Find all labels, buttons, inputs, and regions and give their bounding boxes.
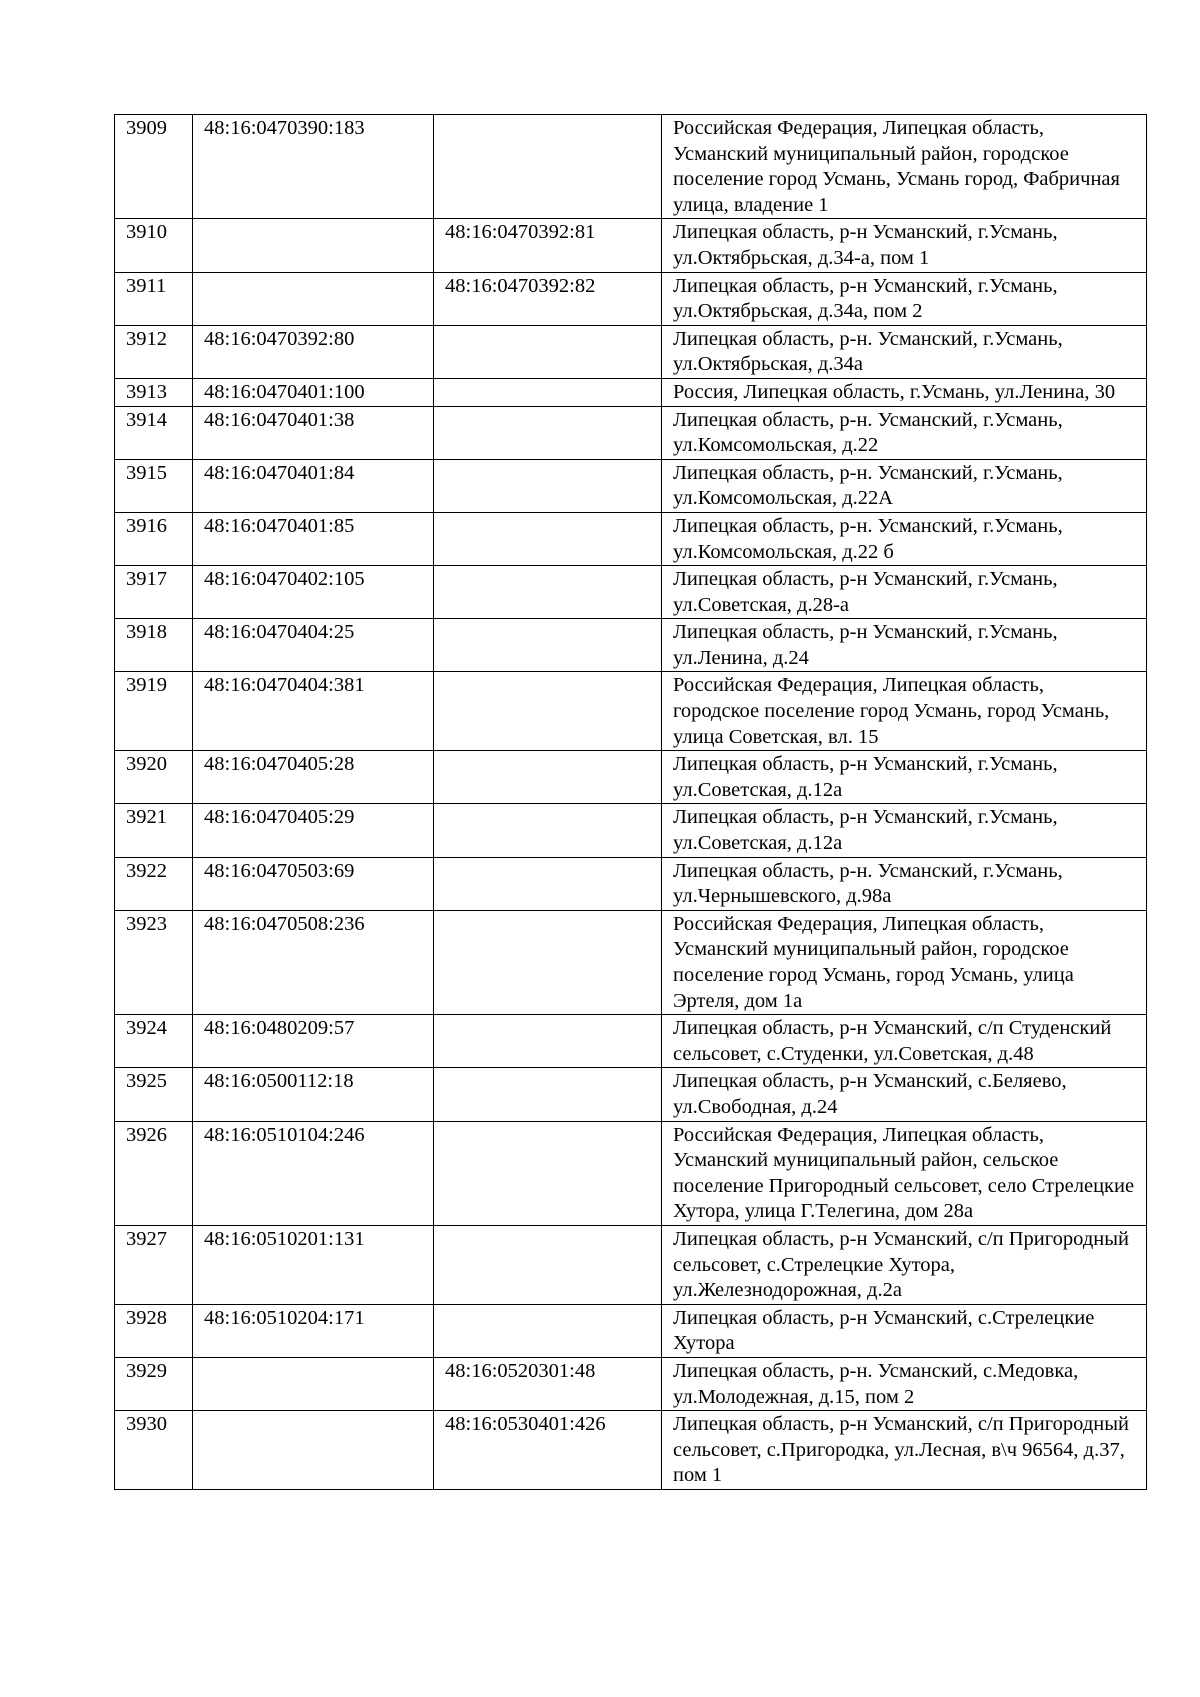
cadastral-number-land-cell: 48:16:0470402:105 [193, 566, 434, 619]
cadastral-number-premises-cell [434, 857, 662, 910]
cadastral-number-premises-cell [434, 325, 662, 378]
row-number-cell: 3912 [115, 325, 193, 378]
cadastral-number-land-cell: 48:16:0470503:69 [193, 857, 434, 910]
table-row [115, 1411, 1147, 1490]
row-number-cell: 3930 [115, 1411, 193, 1490]
table-row [115, 751, 1147, 804]
address-cell: Россия, Липецкая область, г.Усмань, ул.Ленина, 30 [662, 378, 1147, 406]
row-number-cell: 3918 [115, 619, 193, 672]
cadastral-number-land-cell: 48:16:0470404:25 [193, 619, 434, 672]
cadastral-number-land-cell: 48:16:0470401:84 [193, 459, 434, 512]
address-cell: Липецкая область, р-н Усманский, г.Усмань, ул.Ленина, д.24 [662, 619, 1147, 672]
row-number-cell: 3916 [115, 512, 193, 565]
cadastral-number-premises-cell [434, 1068, 662, 1121]
row-number-cell: 3929 [115, 1357, 193, 1410]
cadastral-number-premises-cell [434, 1121, 662, 1225]
cadastral-number-land-cell [193, 1411, 434, 1490]
row-number-cell: 3923 [115, 910, 193, 1014]
row-number-cell: 3921 [115, 804, 193, 857]
table-row [115, 910, 1147, 1014]
table-row [115, 272, 1147, 325]
row-number-cell: 3910 [115, 219, 193, 272]
row-number-cell: 3928 [115, 1304, 193, 1357]
table-row [115, 406, 1147, 459]
cadastral-number-premises-cell: 48:16:0470392:81 [434, 219, 662, 272]
table-row [115, 1068, 1147, 1121]
cadastral-number-premises-cell [434, 566, 662, 619]
cadastral-number-premises-cell: 48:16:0520301:48 [434, 1357, 662, 1410]
address-cell: Липецкая область, р-н Усманский, с/п Студенский сельсовет, с.Студенки, ул.Советская, д.48 [662, 1015, 1147, 1068]
row-number-cell: 3920 [115, 751, 193, 804]
cadastral-number-land-cell: 48:16:0470401:100 [193, 378, 434, 406]
cadastral-number-land-cell: 48:16:0470405:29 [193, 804, 434, 857]
address-cell: Липецкая область, р-н Усманский, с.Беляево, ул.Свободная, д.24 [662, 1068, 1147, 1121]
table-row [115, 1357, 1147, 1410]
address-cell: Липецкая область, р-н. Усманский, г.Усмань, ул.Октябрьская, д.34а [662, 325, 1147, 378]
cadastral-number-land-cell: 48:16:0470401:38 [193, 406, 434, 459]
address-cell: Липецкая область, р-н Усманский, г.Усмань, ул.Советская, д.12а [662, 751, 1147, 804]
table-row [115, 1015, 1147, 1068]
row-number-cell: 3917 [115, 566, 193, 619]
cadastral-number-land-cell: 48:16:0510204:171 [193, 1304, 434, 1357]
cadastral-number-premises-cell [434, 512, 662, 565]
table-row [115, 459, 1147, 512]
row-number-cell: 3913 [115, 378, 193, 406]
cadastral-number-premises-cell [434, 406, 662, 459]
address-cell: Российская Федерация, Липецкая область, городское поселение город Усмань, город Усмань, улица Советская, вл. 15 [662, 672, 1147, 751]
table-row [115, 566, 1147, 619]
cadastral-number-land-cell: 48:16:0470405:28 [193, 751, 434, 804]
cadastral-number-land-cell: 48:16:0510201:131 [193, 1225, 434, 1304]
cadastral-number-premises-cell [434, 115, 662, 219]
row-number-cell: 3911 [115, 272, 193, 325]
cadastral-number-land-cell [193, 272, 434, 325]
cadastral-number-land-cell: 48:16:0480209:57 [193, 1015, 434, 1068]
cadastral-number-land-cell: 48:16:0510104:246 [193, 1121, 434, 1225]
address-cell: Липецкая область, р-н. Усманский, с.Медовка, ул.Молодежная, д.15, пом 2 [662, 1357, 1147, 1410]
row-number-cell: 3924 [115, 1015, 193, 1068]
row-number-cell: 3925 [115, 1068, 193, 1121]
table-row [115, 857, 1147, 910]
cadastral-number-premises-cell [434, 751, 662, 804]
cadastral-number-land-cell: 48:16:0500112:18 [193, 1068, 434, 1121]
address-cell: Липецкая область, р-н Усманский, г.Усмань, ул.Октябрьская, д.34а, пом 2 [662, 272, 1147, 325]
address-cell: Липецкая область, р-н. Усманский, г.Усмань, ул.Комсомольская, д.22 [662, 406, 1147, 459]
address-cell: Липецкая область, р-н Усманский, с/п Пригородный сельсовет, с.Стрелецкие Хутора, ул.Железнодорожная, д.2а [662, 1225, 1147, 1304]
cadastral-number-land-cell: 48:16:0470401:85 [193, 512, 434, 565]
cadastral-number-premises-cell: 48:16:0530401:426 [434, 1411, 662, 1490]
row-number-cell: 3914 [115, 406, 193, 459]
row-number-cell: 3922 [115, 857, 193, 910]
cadastral-number-premises-cell [434, 804, 662, 857]
row-number-cell: 3919 [115, 672, 193, 751]
property-register-table [114, 114, 1147, 1490]
table-row [115, 325, 1147, 378]
table-row [115, 378, 1147, 406]
table-row [115, 1225, 1147, 1304]
row-number-cell: 3915 [115, 459, 193, 512]
table-row [115, 115, 1147, 219]
table-row [115, 219, 1147, 272]
table-row [115, 619, 1147, 672]
cadastral-number-land-cell: 48:16:0470404:381 [193, 672, 434, 751]
table-row [115, 672, 1147, 751]
address-cell: Липецкая область, р-н Усманский, г.Усмань, ул.Советская, д.28-а [662, 566, 1147, 619]
address-cell: Российская Федерация, Липецкая область, Усманский муниципальный район, городское поселение город Усмань, Усмань город, Фабричная улица, владение 1 [662, 115, 1147, 219]
table-row [115, 1121, 1147, 1225]
cadastral-number-land-cell: 48:16:0470392:80 [193, 325, 434, 378]
address-cell: Липецкая область, р-н Усманский, с/п Пригородный сельсовет, с.Пригородка, ул.Лесная, в\ч 96564, д.37, пом 1 [662, 1411, 1147, 1490]
address-cell: Российская Федерация, Липецкая область, Усманский муниципальный район, городское поселение город Усмань, город Усмань, улица Эртеля, дом 1а [662, 910, 1147, 1014]
register-table-body [115, 115, 1147, 1490]
address-cell: Липецкая область, р-н. Усманский, г.Усмань, ул.Чернышевского, д.98а [662, 857, 1147, 910]
address-cell: Липецкая область, р-н Усманский, с.Стрелецкие Хутора [662, 1304, 1147, 1357]
address-cell: Липецкая область, р-н Усманский, г.Усмань, ул.Октябрьская, д.34-а, пом 1 [662, 219, 1147, 272]
table-row [115, 804, 1147, 857]
cadastral-number-premises-cell [434, 1304, 662, 1357]
cadastral-number-land-cell [193, 1357, 434, 1410]
address-cell: Липецкая область, р-н. Усманский, г.Усмань, ул.Комсомольская, д.22А [662, 459, 1147, 512]
cadastral-number-premises-cell [434, 619, 662, 672]
cadastral-number-land-cell [193, 219, 434, 272]
address-cell: Липецкая область, р-н. Усманский, г.Усмань, ул.Комсомольская, д.22 б [662, 512, 1147, 565]
row-number-cell: 3927 [115, 1225, 193, 1304]
cadastral-number-premises-cell [434, 1015, 662, 1068]
cadastral-number-land-cell: 48:16:0470508:236 [193, 910, 434, 1014]
cadastral-number-land-cell: 48:16:0470390:183 [193, 115, 434, 219]
row-number-cell: 3926 [115, 1121, 193, 1225]
table-row [115, 1304, 1147, 1357]
address-cell: Российская Федерация, Липецкая область, Усманский муниципальный район, сельское поселение Пригородный сельсовет, село Стрелецкие Хутора, улица Г.Телегина, дом 28а [662, 1121, 1147, 1225]
row-number-cell: 3909 [115, 115, 193, 219]
cadastral-number-premises-cell [434, 672, 662, 751]
cadastral-number-premises-cell [434, 378, 662, 406]
cadastral-number-premises-cell [434, 910, 662, 1014]
cadastral-number-premises-cell [434, 459, 662, 512]
cadastral-number-premises-cell: 48:16:0470392:82 [434, 272, 662, 325]
table-row [115, 512, 1147, 565]
cadastral-number-premises-cell [434, 1225, 662, 1304]
address-cell: Липецкая область, р-н Усманский, г.Усмань, ул.Советская, д.12а [662, 804, 1147, 857]
